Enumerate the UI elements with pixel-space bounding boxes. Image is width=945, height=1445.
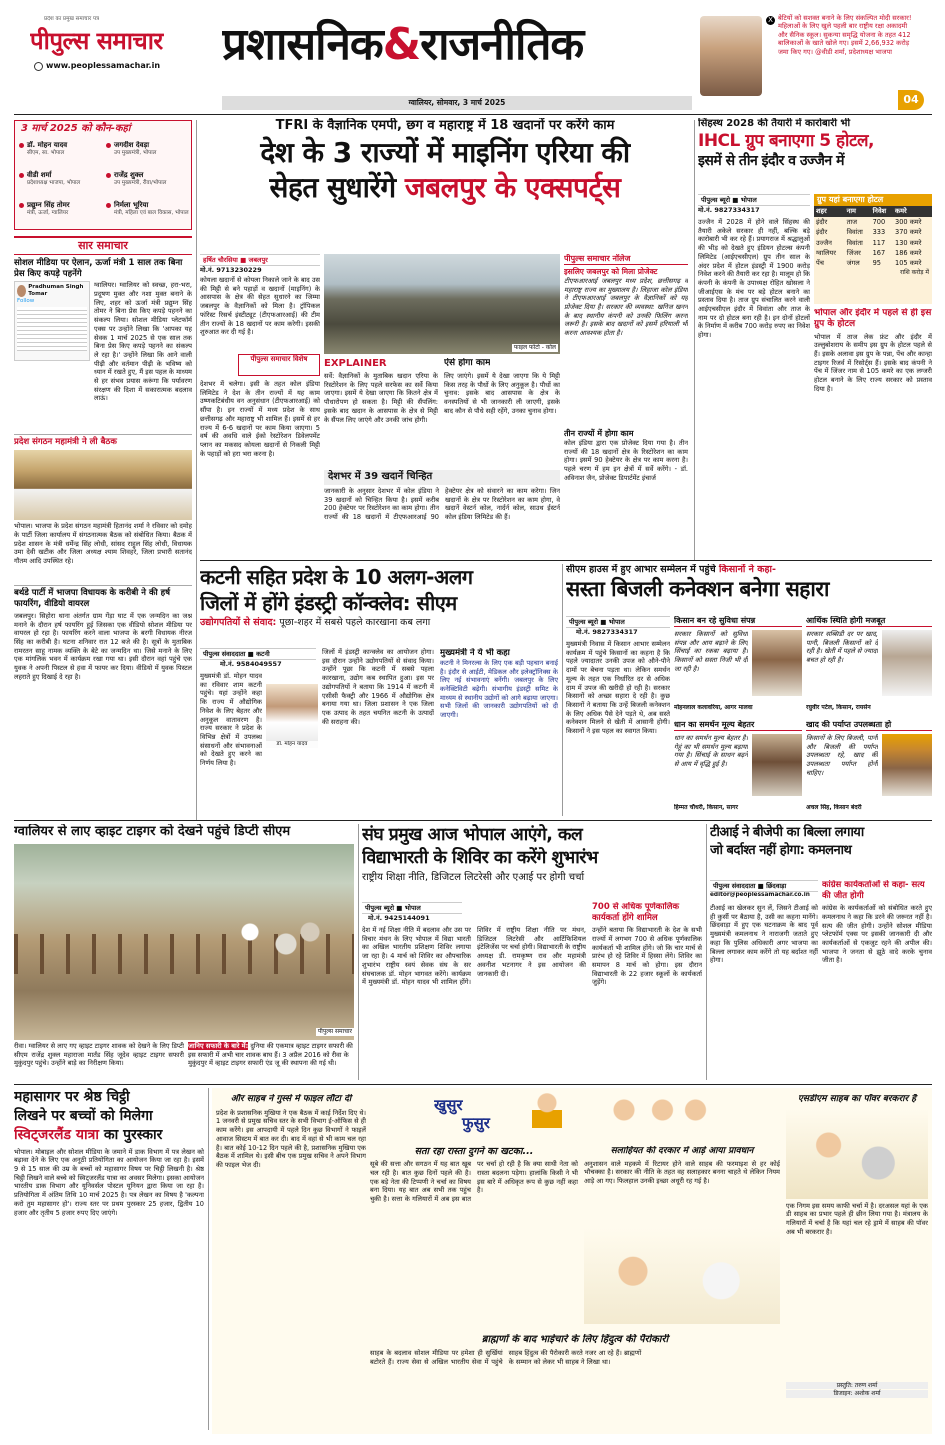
person [106, 201, 189, 229]
col-header: शहर [814, 206, 845, 216]
gossip-cartoon-4 [786, 1109, 928, 1199]
saar-item2-body: भोपाल। भाजपा के प्रदेश संगठन महामंत्री हितानंद शर्मा ने रविवार को दमोह के पार्टी जिला कार्यालय में संगठनात्मक बैठक को संबोधित किया। बैठक में प्रदेश शासन के मंत्री धर्मेन्द्र सिंह लोधी, सांसद राहुल सिंह लोधी, विधायक उमा देवी खटीक और जिला अध्यक्ष श्याम शिवहरे, जिला प्रभारी सतानंद गौतम आदि उपस्थित रहे। [14, 522, 192, 566]
hotel-table-title: ग्रुप यहां बनाएगा होटल [814, 194, 932, 206]
cell: विवांता [846, 238, 863, 247]
gossip-item-head: एसडीएम साहब का पॉवर बरकरार है [797, 1094, 917, 1104]
cell: ताज [846, 217, 858, 226]
sangh-head-2: विद्याभारती के शिविर का करेंगे शुभारंभ [362, 847, 598, 868]
simhastha-body: उज्जैन में 2028 में होने वाले सिंहस्थ की तैयारी अकेले सरकार ही नहीं, बल्कि बड़े कारोबारी भी कर रहे हैं। प्रयागराज में श्रद्धालुओं की भीड़ को देखते हुए इंडियन होटल्स कंपनी लिमिटेड (आईएचसीएल) ग्रुप तीन साल के अंदर प्रदेश में होटल इंडस्ट्री में 1900 करोड़ निवेश करने की तैयारी कर रहा है। मालूम हो कि कंपनी के कंपनी के उपाध्यक्ष रोहित खोसला ने जीआईएस के मंच पर बड़े होटल बनाने का प्रस्ताव दिया है। ताज ग्रुप संचालित करने वाली आईएचसीएल इंदौर में विवांता और ताज के नाम पर दो होटल बना रही है। इन दोनों होटलों के निर्माण में करीब 700 करोड़ रुपए का निवेश होगा। [698, 218, 810, 340]
explainer-title: EXPLAINER [324, 358, 387, 369]
brand-logo[interactable]: पीपुल्स समाचार [30, 27, 163, 55]
mahasagar-story [14, 1088, 204, 1430]
mahasagar-head-2: लिखने पर बच्चों को मिलेगा [14, 1107, 153, 1124]
knowledge-head2: तीन राज्यों में होगा काम [564, 428, 634, 438]
person-place: मंत्री, ऊर्जा, ग्वालियर [27, 209, 69, 216]
gossip-item-body: साहब के बदलाव सोशल मीडिया पर हमेशा ही सुर्खियां बटोरते हैं। राज्य सेवा से अखिल भारतीय सेवा में पहुंचे साहब हिंदुत्व की पैरोकारी करते नजर आ रहे हैं। ब्राह्मणों के सम्मान को लेकर भी साहब ने लिखा था। [370, 1348, 642, 1366]
table-row [814, 248, 932, 258]
cell: 300 कमरे [895, 217, 922, 226]
table-row [814, 258, 932, 268]
sangh-box-head: 700 से अधिक पूर्णकालिक कार्यकर्ता होंगे शामिल [592, 902, 680, 924]
ti-story [710, 824, 932, 1080]
gossip-item-body: एक निगम इस समय काफी चर्चा में है। दरअसल यहां के एक डी साहब का प्रभार पहले ही छीन लिया गया है। मंत्रालय के गलियारों में चर्चा है कि यहां चल रहे ड्रामे में साहब की पॉवर अब भी बरकरार है। [786, 1201, 928, 1236]
explainer-box [324, 358, 560, 468]
farmer-box-body: सरकार किसानों को सुविधा संपन्न और आय बढ़ाने के लिए सिंचाई का रकबा बढ़ाया है। किसानों को सस्ता निजी भी दी जा रही है। [674, 630, 748, 673]
mahasagar-body: भोपाल। मोबाइल और सोशल मीडिया के जमाने में डाक विभाग में पत्र लेखन को बढ़ावा देने के लिए एक अनूठी प्रतियोगिता का आयोजन किया जा रहा है। इसमें 9 से 15 साल की उम्र के बच्चों को महासागर विषय पर चिट्ठी लिखनी है। श्रेष्ठ चिट्ठी लिखने वाले बच्चे को स्विट्जरलैंड यात्रा का अवसर मिलेगा। इसका आयोजन भारतीय डाक विभाग और यूनिवर्सल पोस्टल यूनियन द्वारा किया जा रहा है। प्रतियोगिता में अंतिम तिथि 10 मार्च 2025 है। पत्र लेखन का विषय है 'कल्पना करो तुम महासागर हो'। राज्य स्तर पर प्रथम पुरस्कार 25 हजार, द्वितीय 10 हजार और तृतीय 5 हजार रुपए दिए जाएंगे। [14, 1147, 204, 1217]
section-title [222, 14, 662, 76]
person-name: राजेंद्र शुक्ल [114, 171, 144, 179]
gossip-item-body: प्रदेश के प्रशासनिक मुखिया ने एक बैठक में काई निर्देश दिए थे। 1 जनवरी से प्रमुख सचिव स्तर के सभी विभाग ई-ऑफिस से ही काम करेंगे। इस आपदायी में पहले दिन कुछ विभागों ने फाइलें आवाज सिस्टम में बात कर दी। बाद में वहां से भी काम चल रहा है। बात कोई 10-12 दिन पहले की है, प्रशासनिक मुखिया एक बैठक में शामिल थे। इसी बीच एक प्रमुख सचिव ने अपने विभाग की फाइल भेज दी। [216, 1108, 366, 1169]
table-row [814, 227, 932, 237]
sangh-subhead: राष्ट्रीय शिक्षा नीति, डिजिटल लिटरेसी और एआई पर होगी चर्चा [362, 871, 585, 883]
gossip-cartoon-3 [584, 1228, 780, 1324]
katni-cm-body: कटनी ने मिनरल्स के लिए एक बड़ी पहचान बनाई है। इंदौर से आईटी, मेडिकल और इलेक्ट्रॉनिक्स के लिए नई संभावनाएं बनेंगी। जबलपुर के लिए कनेक्टिविटी बढ़ेगी। संभागीय इंडस्ट्री समिट के माध्यम से स्थानीय उद्योगों को आगे बढ़ाया जाएगा। सभी जिलों की जानकारी उद्योगपतियों को दी जाएगी। [440, 658, 558, 720]
ti-side-head: कांग्रेस कार्यकर्ताओं से कहा- सत्य की जीत होगी [822, 880, 925, 902]
katni-subhead [200, 617, 558, 629]
bullet-icon [106, 143, 111, 148]
person-place: सीएम, सा. भोपाल [27, 149, 65, 156]
saar-item1-body: ग्वालियर। ग्वालियर को स्वच्छ, हरा-भरा, प्रदूषण मुक्त और नशा मुक्त बनाने के लिए, शहर को ऊर्जा मंत्री प्रद्युम्न सिंह तोमर ने बिना प्रेस किए कपड़े पहनने का संकल्प लिया। सोशल मीडिया प्लेटफॉर्म एक्स पर उन्होंने लिखा कि 'आपका यह सेवक 1 मार्च 2025 से एक साल तक बिना प्रेस किए कपड़े पहनने का संकल्प ले रहा है।' उन्होंने लिखा कि आने वाली पीढ़ी और वर्तमान पीढ़ी के भविष्य को ध्यान में रखते हुए, मैं इस पहल के माध्यम से हर संभव प्रयास करूंगा कि पर्यावरण संरक्षण की दिशा में सकारात्मक बदलाव लाऊं। [94, 281, 192, 403]
cell: ग्वालियर [816, 248, 836, 257]
farmer-name: अचल सिंह, किसान बंदरी [806, 804, 862, 811]
person-place: मंत्री, महिला एवं बाल विकास, भोपाल [114, 209, 189, 216]
gossip-section [212, 1088, 932, 1434]
cell: उज्जैन [816, 238, 832, 247]
ti-byline [710, 880, 818, 892]
gossip-item-body: अनुशासन वाले महकमे में रिटायर होने वाले साहब की फरमाइश से हर कोई भौचक्का है। सरकार की नीति के तहत वह सलाहकार बनना चाहते थे लेकिन नियम आड़े आ गए। फिलहाल उनकी इच्छा अधूरी रह गई है। [584, 1159, 780, 1185]
farmer-name: रघुवीर पटेल, किसान, रायसेन [806, 704, 871, 711]
saar-item1 [14, 281, 192, 431]
lead-headline-2 [200, 170, 690, 205]
cell: 700 [872, 217, 886, 226]
person-name: वीडी शर्मा [27, 171, 52, 179]
tiger-note-red: जानिए सफारी के बारे में: [188, 1042, 249, 1050]
tweet-photo [700, 16, 762, 96]
farmer-box-1 [674, 616, 802, 718]
kisan-mobile: मो.नं. 9827334317 [576, 628, 638, 636]
gossip-item-body: सूबे की सत्ता और सगठन में यह बात खूब चल रही है। बात कुछ दिनों पहले की है। एक बड़े नेता की टिप्पणी ने चर्चा का विषय बना दिया। यह बात अब सभी तक पहुंच चुकी है। सत्ता के गलियारों में अब इस बात पर चर्चा हो रही है कि क्या साथी नेता को रास्ता बदलना पड़ेगा। हालांकि किसी ने भी इस बारे में अधिकृत रूप से कुछ नहीं कहा है। [370, 1160, 578, 1203]
farmer-photo [882, 630, 932, 696]
hotel-table-box [814, 194, 932, 304]
column-divider [358, 824, 359, 1080]
column-divider [196, 120, 197, 820]
sangh-box-body: उन्होंने बताया कि विद्याभारती के देश के सभी राज्यों में लगभग 700 से अधिक पूर्णकालिक कार्यकर्ता भी शामिल होंगे। जो कि चार मार्च से प्रारंभ हो रहे शिविर में हिस्सा लेंगे। शिविर का समापन 8 मार्च को होगा। इस दौरान विद्याभारती के 22 हजार स्कूलों के कार्यकर्ता जुड़ेंगे। [592, 926, 702, 987]
person [19, 201, 102, 229]
gossip-tag-2: फुसुर [462, 1114, 490, 1132]
katni-mobile: मो.नं. 9584049557 [220, 660, 282, 668]
gossip-item-3 [584, 1146, 780, 1330]
kisan-byline [566, 616, 670, 628]
masthead [0, 0, 945, 115]
katni-head-2: जिलों में होंगे इंडस्ट्री कॉन्क्लेव: सीएम [200, 591, 457, 615]
bullet-icon [19, 143, 24, 148]
gossip-logo [434, 1094, 524, 1134]
katni-byline [200, 648, 316, 660]
col-header: निवेश [871, 206, 893, 216]
hotel-table [814, 206, 932, 269]
saar-item1-head: सोशल मीडिया पर ऐलान, ऊर्जा मंत्री 1 साल तक बिना प्रेस किए कपड़े पहनेंगे [14, 258, 183, 279]
tweet-header [17, 284, 87, 298]
byline-text: पीपुल्स संवाददाता ■ छिंदवाड़ा [713, 882, 787, 890]
katni-story [200, 564, 558, 816]
gossip-cartoon-1 [532, 1092, 562, 1128]
farmer-box-head: धान का समर्थन मूल्य बेहतर [674, 720, 802, 731]
tweet-text: बेटियों को सशक्त बनाने के लिए संकल्पित मोदी सरकार! महिलाओं के लिए खुले पहली बार राष्ट्रीय रक्षा अकादमी और सैनिक स्कूल। सुकन्या समृद्धि योजना के तहत 412 बालिकाओं के खाते खोले गए। इसमें 2,66,932 करोड़ जमा किए गए। @वीडी शर्मा, प्रदेशाध्यक्ष भाजपा [778, 14, 912, 56]
bullet-icon [19, 203, 24, 208]
saar-item2-head: प्रदेश संगठन महामंत्री ने ली बैठक [14, 434, 192, 448]
page-number: 04 [898, 90, 924, 110]
cm-photo [266, 684, 318, 748]
kisan-body: मुख्यमंत्री निवास में किसान आभार सम्मेलन कार्यक्रम में पहुंचे किसानों का कहना है कि पहले ज्यादातर उनकी उपज को औने-पौने दामों पर बेचना पड़ता था। लेकिन समर्थन मूल्य के तहत एक निर्धारित दर से अधिक दाम में उपज की खरीदी हो रही है। सरकार किसानों को अच्छा सहारा दे रही है। कुछ किसानों ने बताया कि उन्हें बिजली कनेक्शन के लिए अधिक पैसे देने पड़ते थे, अब सस्ते कनेक्शन मिलने से खेती में आसानी होगी। किसानों ने इस पहल का स्वागत किया। [566, 640, 670, 736]
cell: 105 कमरे [895, 259, 922, 268]
mahasagar-head-1: महासागर पर श्रेष्ठ चिट्ठी [14, 1089, 130, 1105]
farmer-box-body: किसानों के लिए बिजली, पानी और बिजली की पर्याप्त उपलब्धता रहे, खाद की उपलब्धता पर्याप्त होनी चाहिए। [806, 734, 878, 777]
ti-side-body: कांग्रेस के कार्यकर्ताओं को संबोधित करते हुए कमलनाथ ने कहा कि डरने की जरूरत नहीं है। सत्य की जीत होगी। उन्होंने सोशल मीडिया प्लेटफॉर्म एक्स पर इसकी जानकारी दी और कार्यकर्ताओं से एकजुट रहने की अपील की। भाजपा ने जनता से झूठे वादे करके चुनाव जीता है। [822, 904, 932, 965]
gossip-item-head: सता रहा रास्ता दुगने का खटका... [414, 1146, 534, 1157]
how-body: लिए जाएंगे। इसमें ये देखा जाएगा कि ये मिट्टी किस तरह के पौधों के लिए अनुकूल है। पौधों का चुनाव: इसके बाद आसपास के क्षेत्र के वनस्पतियों से भी जानकारी ली जाएगी, इसके बाद कौन से पौधे सही रहेंगे, उनका चुनाव होगा। [444, 372, 560, 415]
sangh-box [592, 902, 702, 1080]
lead-headline-2-highlight: जबलपुर के एक्सपर्ट्स [404, 170, 621, 204]
tiger-credit: पीपुल्स समाचार [317, 1028, 352, 1035]
gossip-item-5 [786, 1094, 928, 1428]
farmer-box-head: किसान बन रहे सुविधा संपन्न [674, 616, 802, 627]
lead-headline-1: देश के 3 राज्यों में माइनिंग एरिया की [260, 135, 630, 169]
simhastha-side [814, 308, 932, 558]
column-divider [694, 120, 695, 560]
farmer-name: मोहनलाल कलावरिया, आगर मालवा [674, 704, 753, 711]
meeting-photo [14, 450, 192, 520]
gossip-item-head: सलाहियत की दरकार में आड़े आया प्रावधान [610, 1146, 754, 1156]
tiger-story [14, 824, 354, 1080]
cell: 130 कमरे [895, 238, 922, 247]
x-icon: X [766, 16, 775, 25]
tiger-head: ग्वालियर से लाए व्हाइट टाइगर को देखने पहुंचे डिप्टी सीएम [14, 824, 291, 839]
mines-box [324, 470, 560, 558]
table-row [814, 238, 932, 248]
cell: इंदौर [816, 217, 828, 226]
saar-item3-head: बर्थडे पार्टी में भाजपा विधायक के करीबी ने की हर्ष फायरिंग, वीडियो वायरल [14, 585, 192, 610]
kisan-kicker-red: किसानों ने कहा- [718, 564, 776, 575]
column-divider [562, 564, 563, 816]
katni-cm-box [440, 648, 558, 816]
cell: 117 [872, 238, 886, 247]
mahasagar-head-3 [14, 1126, 204, 1145]
cell: 186 कमरे [895, 248, 922, 257]
special-label-text: पीपुल्स समाचार विशेष [250, 355, 308, 363]
cell: जंगल [846, 259, 860, 268]
mine-photo [324, 254, 560, 354]
person [19, 171, 102, 199]
section-divider [14, 1084, 932, 1085]
special-label [238, 354, 320, 376]
farmer-photo [882, 734, 932, 796]
brand-tagline: प्रदेश का प्रमुख समाचार पत्र [44, 16, 100, 22]
knowledge-tag: पीपुल्स समाचार नॉलेज [564, 254, 688, 265]
tiger-note [188, 1042, 354, 1080]
who-where-grid [19, 141, 189, 229]
kisan-head: सस्ता बिजली कनेक्शन बनेगा सहारा [566, 577, 829, 602]
byline-text: पीपुल्स ब्यूरो ■ भोपाल [569, 618, 625, 626]
col-header: नाम [845, 206, 871, 216]
byline-text: हर्षित चौरसिया ■ जबलपुर [203, 256, 268, 264]
person-place: उप मुख्यमंत्री, रीवा/भोपाल [114, 179, 167, 186]
byline-text: पीपुल्स ब्यूरो ■ भोपाल [365, 904, 421, 912]
simhastha-side-head: भोपाल और इंदौर में पहले से ही इस ग्रुप के होटल [814, 308, 932, 330]
person [19, 141, 102, 169]
gossip-credit-1: प्रस्तुति: तरुण शर्मा [786, 1382, 928, 1390]
cell: इंदौर [816, 228, 828, 237]
bullet-icon [106, 173, 111, 178]
saar-column [14, 236, 192, 816]
lead-byline [200, 254, 320, 266]
follow-link[interactable]: Follow [17, 298, 35, 305]
section-title-part2: राजनीतिक [420, 19, 584, 70]
cell: 95 [872, 259, 881, 268]
kisan-story [566, 564, 932, 816]
simhastha-side-body: भोपाल में ताज लेक फ्रंट और इंदौर में उल्लुबोशराय के समीप इस ग्रुप के होटल पहले से हैं। इसके अलावा इस ग्रुप के पन्ना, पेंच और कान्हा टाइगर रिजर्व में रिसोर्ट्स हैं। इसके बाद कंपनी ने पेंच में जिंजर नाम से 105 कमरे का एक लग्जरी होटल बनाने के लिए राज्य सरकार को प्रस्ताव दिया है। [814, 332, 932, 393]
hotel-table-note: राशि करोड़ में [900, 268, 929, 276]
cell: पेंच [816, 259, 824, 268]
simhastha-kicker: सिंहस्थ 2028 की तैयारी में कारोबारी भी [698, 118, 851, 129]
avatar [17, 285, 26, 297]
cell: जिंजर [846, 248, 861, 257]
tiger-photo [14, 844, 354, 1040]
mahasagar-head-3-text: का पुरस्कार [98, 1126, 163, 1143]
sangh-head-1: संघ प्रमुख आज भोपाल आएंगे, कल [362, 825, 583, 845]
byline-text: पीपुल्स संवाददाता ■ कटनी [203, 650, 270, 658]
cell: 167 [872, 248, 886, 257]
globe-icon [34, 62, 43, 71]
katni-head-1: कटनी सहित प्रदेश के 10 अलग-अलग [200, 565, 473, 589]
gossip-item-4 [370, 1334, 780, 1428]
col-header: कमरे [893, 206, 932, 216]
dateline: ग्वालियर, सोमवार, 3 मार्च 2025 [408, 98, 506, 107]
sangh-mobile: मो.नं. 9425144091 [368, 914, 430, 922]
gossip-credit-2: डिजाइन: अशोक शर्मा [786, 1390, 928, 1398]
katni-col2: जिलों में इंडस्ट्री कान्क्लेव का आयोजन होगा। इस दौरान उन्होंने उद्योगपतियों से संवाद किया। उन्होंने पूछा कि कटनी में सबसे पहला कारखाना, उद्योग कब स्थापित हुआ। इस पर उद्योगपतियों ने बताया कि 1914 में कटनी में एसीसी फैक्ट्री और 1966 में औद्योगिक क्षेत्र बनाया गया था। जिला प्रशासन ने एक जिला एक उत्पाद के तहत चयनित कटनी के उत्पादों की सराहना की। [322, 648, 434, 726]
tiger-caption: रीवा। ग्वालियर से लाए गए व्हाइट टाइगर शावक को देखने के लिए डिप्टी सीएम राजेंद्र शुक्ल महाराजा मार्तंड सिंह जूदेव व्हाइट टाइगर सफारी मुकुंदपुर पहुंचे। उन्होंने बाड़े का निरीक्षण किया। [14, 1042, 184, 1068]
photo-caption: फाइल फोटो - कोल [513, 344, 556, 352]
saar-item3-body: जबलपुर। सिहोरा थाना अंतर्गत ग्राम गेंड़ा घाट में एक जन्मदिन का जश्न मनाने के दौरान हर्ष फायरिंग हुई जिसका एक वीडियो सोशल मीडिया पर वायरल हो रहा है। फायरिंग करने वाला भाजपा के बरगी विधायक नीरज सिंह का करीबी है। घटना शनिवार रात 12 बजे की है। सूत्रों के मुताबिक रामरतन साहू नामक व्यक्ति के बेटे का जन्मदिन था। जिसे मनाने के लिए एक मांगलिक भवन में कार्यक्रम रखा गया था। इसी दौरान वहां पहुंचे एक युवक ने अपनी पिस्टल से हवा में फायर कर दिया। वीडियो में युवक पिस्टल लहराते हुए दिखाई दे रहा है। [14, 611, 192, 681]
tweet-lines [17, 307, 87, 351]
sangh-story [362, 824, 702, 1080]
website-link[interactable]: www.peoplessamachar.in [46, 61, 161, 70]
knowledge-body: टीएफआरआई जबलपुर मध्य प्रदेश, छत्तीसगढ़ व महाराष्ट्र राज्य का मुख्यालय है। लिहाजा कोल इंडिया ने टीएफआरआई जबलपुर के वैज्ञानिकों को यह प्रोजेक्ट दिया है। सरकार की व्यवस्था: खनिज खनन के बाद स्थानीय कंपनी को उनकी फिलिंग करना जरूरी है। इसके बाद खदानों को इसमें हरियाली भी करना आवश्यक होता है। [564, 276, 688, 338]
knowledge-head: इसलिए जबलपुर को मिला प्रोजेक्ट [564, 267, 658, 277]
how-title: ऐसे होगा काम [444, 358, 491, 368]
tiger-note-text: दुनिया की एकमात्र व्हाइट टाइगर सफारी की इस सफारी में अभी चार शावक बाघ हैं। 3 अप्रैल 2016 को रीवा के मुकुंदपुर में व्हाइट टाइगर सफारी एंड जू की स्थापना की गई थी। [188, 1042, 353, 1068]
tweet-embed [14, 281, 90, 361]
person-name: डॉ. मोहन यादव [27, 141, 68, 149]
person-place: प्रदेशाध्यक्ष भाजपा, भोपाल [27, 179, 81, 186]
katni-subhead-red: उद्योगपतियों से संवाद: [200, 617, 277, 628]
cell: विवांता [846, 228, 863, 237]
column-divider [208, 1088, 209, 1430]
katni-subhead-text: पूछा-शहर में सबसे पहले कारखाना कब लगा [276, 617, 431, 628]
person-name: जगदीश देवड़ा [114, 141, 150, 149]
lead-mobile: मो.नं. 9713230229 [200, 266, 262, 274]
lead-kicker: TFRI के वैज्ञानिक एमपी, छग व महाराष्ट्र में 18 खदानों पर करेंगे काम [275, 118, 615, 133]
column-divider [706, 824, 707, 1080]
farmer-photo [752, 630, 802, 696]
sangh-body: देश में नई शिक्षा नीति में बदलाव और उस पर विचार मंथन के लिए भोपाल में विद्या भारती का अखिल भारतीय प्रशिक्षण शिविर लगाया जा रहा है। 4 मार्च को शिविर का औपचारिक शुभारंभ राष्ट्रीय स्वयं सेवक संघ के सर संघचालक डॉ. मोहन भागवत करेंगे। कार्यक्रम में मुख्यमंत्री डॉ. मोहन यादव भी शामिल होंगे। शिविर में राष्ट्रीय शिक्षा नीति पर मंथन, डिजिटल लिटरेसी और आर्टिफिशियल इंटेलिजेंस पर चर्चा होगी। विद्याभारती के राष्ट्रीय अध्यक्ष डी. रामकृष्ण राव और महामंत्री अवनीश भटनागर ने इस आयोजन की जानकारी दी। [362, 926, 586, 987]
gossip-tag-1: खुसुर [434, 1096, 463, 1114]
farmer-box-head: आर्थिक स्थिति होगी मजबूत [806, 616, 932, 627]
person-place: उप मुख्यमंत्री, भोपाल [114, 149, 157, 156]
table-header-row [814, 206, 932, 216]
lead-col1: कोयला खदानों से कोयला निकाले जाने के बाद उस की मिट्टी से बने पहाड़ों व खदानों (माइनिंग) के आसपास के क्षेत्र की सेहत सुधारने का जिम्मा जबलपुर के वैज्ञानिकों को मिला है। ट्रॉपिकल फॉरेस्ट रिसर्च इंस्टीट्यूट (टीएफआरआई) की टीम तीन राज्यों के 18 खदानों पर काम करेगी। इसकी शुरुआत कर दी गई है। [200, 276, 320, 337]
section-divider [200, 560, 932, 561]
section-title-part1: प्रशासनिक [222, 19, 383, 70]
simhastha-head-1: IHCL ग्रुप बनाएगा 5 होटल, [698, 130, 875, 151]
kisan-kicker [566, 564, 932, 576]
farmer-photo [752, 734, 802, 796]
dateline-bar [222, 96, 692, 110]
mahasagar-head-red: स्विट्जरलैंड यात्रा [14, 1126, 99, 1143]
tweet-author: Pradhuman Singh Tomar [28, 284, 84, 298]
mines-title: देशभर में 39 खदानें चिन्हित [324, 470, 560, 485]
simhastha-mobile: मो.नं. 9827334317 [698, 206, 760, 214]
masthead-rule [14, 114, 932, 115]
ti-email: editor@peoplessamachar.co.in [710, 892, 810, 898]
farmer-name: हिम्मत चौधरी, किसान, सागर [674, 804, 738, 811]
katni-cm-head: मुख्यमंत्री ने ये भी कहा [440, 648, 510, 658]
crowd [214, 884, 334, 1004]
kisan-kicker-text: सीएम हाउस में हुए आभार सम्मेलन में पहुंचे [566, 564, 719, 575]
katni-col1: मुख्यमंत्री डॉ. मोहन यादव का रविवार शाम कटनी पहुंचे। यहां उन्होंने कहा कि राज्य में औद्योगिक निवेश के लिए बेहतर और अनुकूल वातावरण है। राज्य सरकार ने प्रदेश के विभिन्न क्षेत्रों में उपलब्ध संसाधनों और संभावनाओं को देखते हुए करने का निर्णय लिया है। [200, 672, 262, 768]
who-where-title: 3 मार्च 2025 को कौन-कहां [21, 123, 131, 134]
gossip-item-1 [216, 1094, 366, 1424]
knowledge-box [564, 254, 688, 558]
person [106, 171, 189, 199]
lead-story [200, 118, 690, 558]
person-name: प्रद्युम्न सिंह तोमर [27, 201, 70, 209]
simhastha-byline [698, 194, 810, 206]
section-ampersand: & [382, 19, 421, 70]
farmer-box-2 [806, 616, 932, 718]
ti-head-2: जो बर्दाश्त नहीं होगा: कमलनाथ [710, 842, 852, 858]
lead-headline-2-text: सेहत सुधारेंगे [269, 170, 405, 204]
simhastha-story [698, 118, 932, 558]
gossip-item-head: ब्राह्मणों के बाद भाईचारे के लिए हिंदुत्व की पैरोकारी [481, 1334, 669, 1345]
cell: 370 कमरे [895, 228, 922, 237]
farmer-box-3 [674, 720, 802, 816]
farmer-box-body: सरकार सब्सिडी दर पर खाद, पानी, बिजली किसानों को दे रही है। खेती में पहले से ज्यादा बचत हो रही है। [806, 630, 878, 665]
ti-body: टीआई का खेलकर सुन लें, जिसने टीआई को ही कुर्सी पर बैठाया है, उसी का कहना मानेंगे। छिंदवाड़ा में हुए एक घटनाक्रम के बाद पूर्व मुख्यमंत्री कमलनाथ ने नाराजगी जताते हुए कहा कि पुलिस अधिकारी अगर भाजपा का बिल्ला लगाकर काम करेंगे तो यह बर्दाश्त नहीं होगा। [710, 904, 818, 965]
bullet-icon [19, 173, 24, 178]
cell: 333 [872, 228, 886, 237]
photo-caption: डॉ. मोहन यादव [266, 741, 318, 748]
table-row [814, 217, 932, 227]
ti-side [822, 880, 932, 1080]
gossip-cartoon-2 [602, 1090, 712, 1140]
simhastha-head-2: इसमें से तीन इंदौर व उज्जैन में [698, 152, 844, 169]
ti-head-1: टीआई ने बीजेपी का बिल्ला लगाया [710, 825, 864, 840]
lead-col2: देशभर में चलेगा। इसी के तहत कोल इंडिया लिमिटेड ने देश के तीन राज्यों में यह काम उष्णकटिबंधीय वन अनुसंधान (टीएफआरआई) को सौंपा है। इन राज्यों में मध्य प्रदेश के साथ छत्तीसगढ़ और महाराष्ट्र भी शामिल हैं। इसमें से हर राज्य में 6-6 खदानों पर काम किया जाएगा। 5 वर्ष की अवधि वाले ईको रेस्टोरेशन डिवेलपमेंट प्लान का मकसद कोयला खदानों से निकली मिट्टी के पहाड़ों को हरा भरा करना है। [200, 380, 320, 458]
bullet-icon [106, 203, 111, 208]
section-divider [14, 820, 932, 821]
sangh-byline [362, 902, 462, 914]
gossip-item-head: और साहब ने गुस्से में फाइल लौटा दी [230, 1094, 352, 1104]
mines-body: जानकारी के अनुसार देशभर में कोल इंडिया ने 39 खदानों को चिन्हित किया है। इसमें करीब 200 हेक्टेयर पर रिस्टोरेशन का काम होगा। तीन राज्यों की 18 खदानों में टीएफआरआई 90 हेक्टेयर क्षेत्र को संवारने का काम करेगा। जिन खदानों के क्षेत्र पर रिस्टोरेशन का काम होगा, वे खदानें वेस्टर्न कोल, नार्दर्न कोल, साउथ ईस्टर्न कोल इंडिया लिमिटेड की हैं। [324, 486, 560, 521]
knowledge-body2: कोल इंडिया द्वारा एक प्रोजेक्ट दिया गया है। तीन राज्यों की 18 खदानों क्षेत्र के रिस्टोरेशन का काम होगा। इसमें 90 हेक्टेयर के क्षेत्र पर काम करना है। पहले चरण में हम इन क्षेत्रों में सर्वे करेंगे। - डॉ. अविनाश जैन, प्रोजेक्ट डिपार्टमेंट इंचार्ज [564, 439, 688, 482]
person [106, 141, 189, 169]
saar-title: सार समाचार [14, 236, 192, 255]
person-name: निर्मला भूरिया [114, 201, 149, 209]
explainer-body: सर्वे: वैज्ञानिकों के मुताबिक खदान एरिया के रिस्टोरेशन के लिए पहले सरफेस का सर्वे किया जाएगा। इसमें ये देखा जाएगा कि कितने क्षेत्र में पौधारोपण हो सकता है। मिट्टी की सैंपलिंग: इसके बाद खदान के आसपास के क्षेत्र से मिट्टी के सैंपल लिए जाएंगे और उनकी जांच होगी। [324, 372, 438, 424]
farmer-box-body: धान का समर्थन मूल्य बेहतर है। गेहूं का भी समर्थन मूल्य बढ़ाया गया है। सिंचाई के साधन बढ़ने से आय में वृद्धि हुई है। [674, 734, 748, 769]
gossip-item-2 [370, 1146, 578, 1330]
farmer-box-head: खाद की पर्याप्त उपलब्धता हो [806, 720, 932, 731]
farmer-box-4 [806, 720, 932, 816]
who-where-box [14, 120, 192, 230]
byline-text: पीपुल्स ब्यूरो ■ भोपाल [701, 196, 757, 204]
